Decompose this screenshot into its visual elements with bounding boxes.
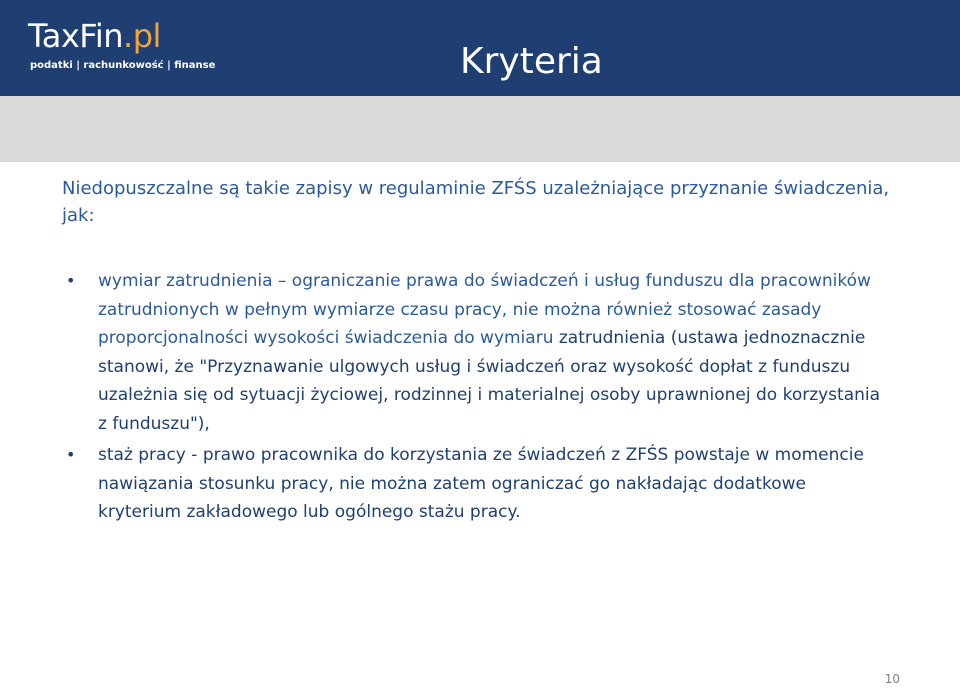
list-item-text bbox=[98, 441, 892, 527]
list-item bbox=[62, 441, 892, 527]
intro-paragraph: Niedopuszczalne są takie zapisy w regulaminie ZFŚS uzależniające przyznanie świadczenia, jak: bbox=[62, 178, 890, 226]
list-item-body: zatrudnienia (ustawa jednoznacznie stanowi, że "Przyznawanie ulgowych usług i świadczeń oraz wysokość dopłat z funduszu uzależnia się od sytuacji życiowej, rodzinnej i materialnej osoby uprawnionej do korzystania z funduszu"), bbox=[98, 328, 881, 434]
logo-tagline: podatki | rachunkowość | finanse bbox=[30, 60, 216, 71]
header-band bbox=[0, 96, 960, 162]
page-number: 10 bbox=[884, 672, 900, 686]
bullet-icon: • bbox=[66, 445, 76, 464]
slide-title: Kryteria bbox=[460, 41, 603, 82]
taxfin-logo[interactable] bbox=[28, 17, 216, 78]
list-item-lead: wymiar zatrudnienia – ograniczanie prawa do świadczeń i usług funduszu dla pracowników zatrudnionych w pełnym wymiarze czasu pracy, nie można również stosować zasady proporcjonalności wysokości świadczenia do wymiaru bbox=[98, 271, 871, 348]
list-item-text bbox=[98, 267, 892, 438]
logo-domain-text: .pl bbox=[123, 17, 161, 55]
logo-wordmark bbox=[28, 18, 161, 54]
header-bar bbox=[0, 0, 960, 96]
slide-content bbox=[62, 175, 892, 530]
list-item-body: staż pracy - prawo pracownika do korzystania ze świadczeń z ZFŚS powstaje w momencie nawiązania stosunku pracy, nie można zatem ograniczać go nakładając dodatkowe kryterium zakładowego lub ogólnego stażu pracy. bbox=[98, 445, 864, 522]
logo-main-text: TaxFin bbox=[28, 17, 124, 55]
bullet-icon: • bbox=[66, 271, 76, 290]
criteria-list bbox=[62, 267, 892, 527]
list-item bbox=[62, 267, 892, 438]
